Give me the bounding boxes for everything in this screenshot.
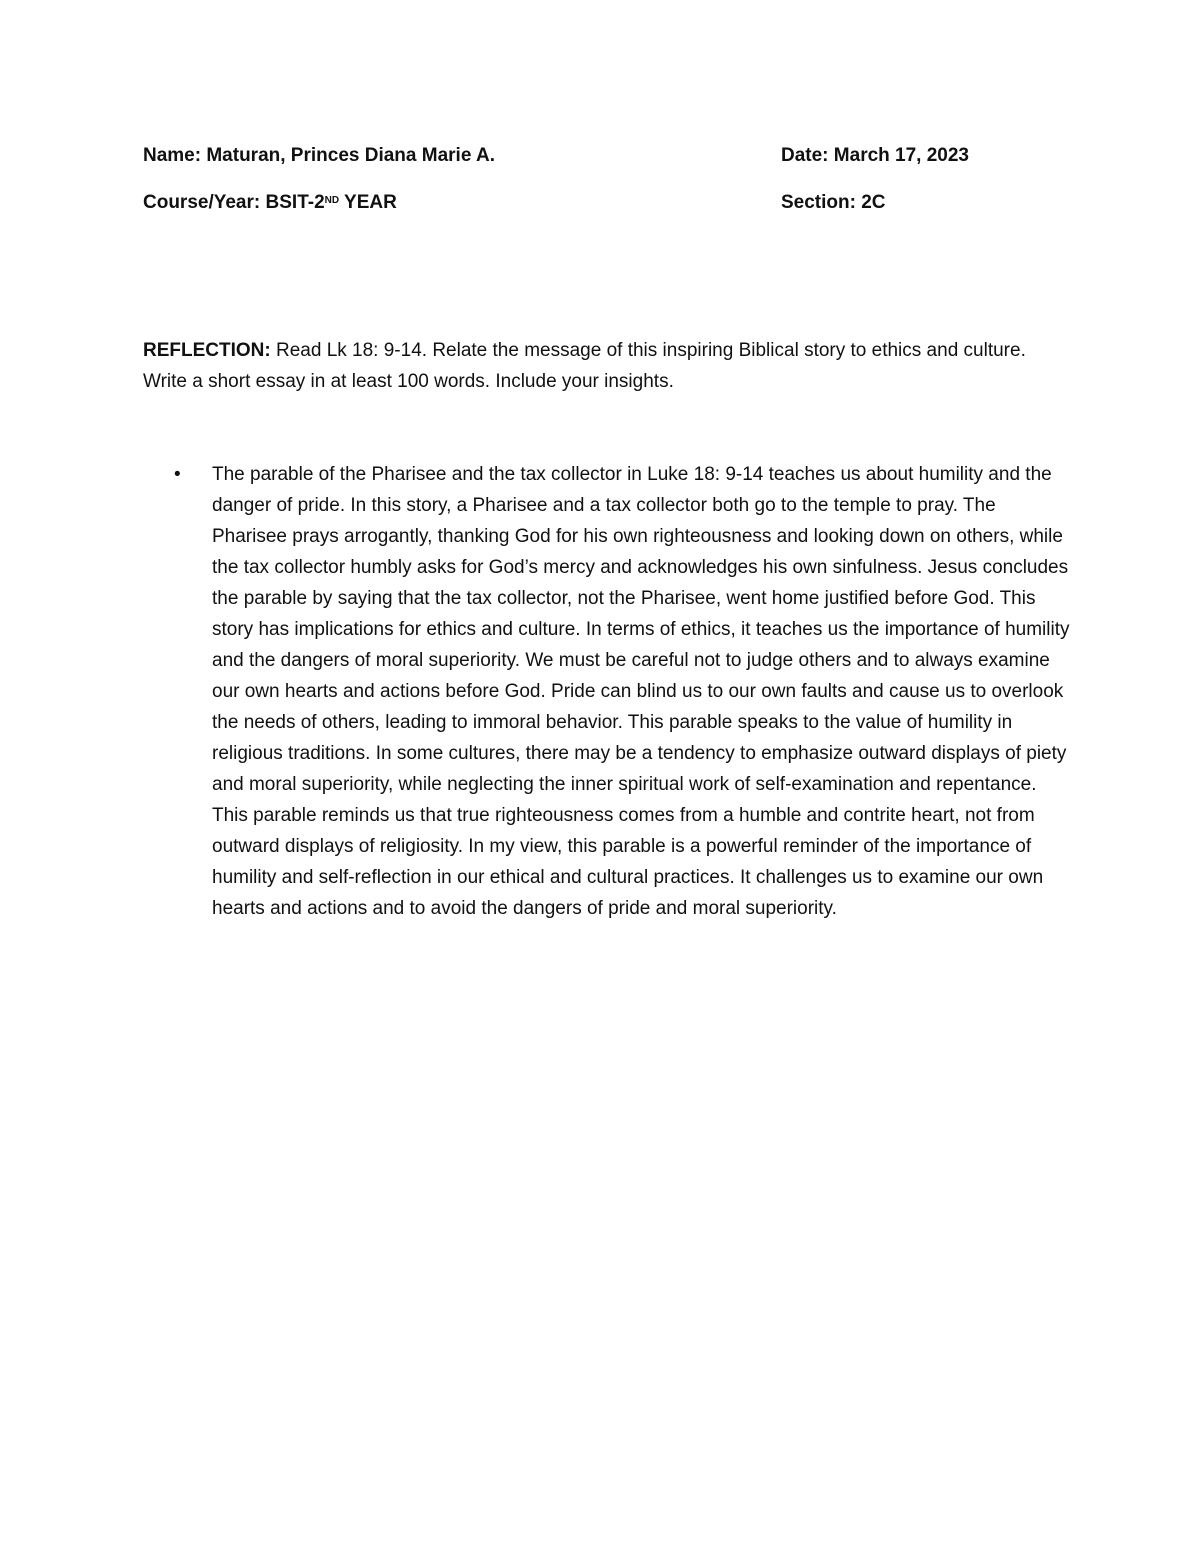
section-label: Section:: [781, 192, 856, 213]
name-field: [143, 144, 495, 168]
name-value: Maturan, Princes Diana Marie A.: [206, 145, 495, 166]
list-item: [143, 459, 1073, 924]
essay-bullet-list: [143, 459, 1073, 924]
bullet-icon: •: [174, 464, 181, 485]
course-value-prefix: BSIT-2: [265, 192, 325, 213]
date-field: [781, 144, 969, 168]
essay-paragraph: The parable of the Pharisee and the tax collector in Luke 18: 9-14 teaches us about humility and the danger of pride. In this story, a Pharisee and a tax collector both go to the temple to pray. The Pharisee prays arrogantly, thanking God for his own righteousness and looking down on others, while the tax collector humbly asks for God’s mercy and acknowledges his own sinfulness. Jesus concludes the parable by saying that the tax collector, not the Pharisee, went home justified before God. This story has implications for ethics and culture. In terms of ethics, it teaches us the importance of humility and the dangers of moral superiority. We must be careful not to judge others and to always examine our own hearts and actions before God. Pride can blind us to our own faults and cause us to overlook the needs of others, leading to immoral behavior. This parable speaks to the value of humility in religious traditions. In some cultures, there may be a tendency to emphasize outward displays of piety and moral superiority, while neglecting the inner spiritual work of self-examination and repentance. This parable reminds us that true righteousness comes from a humble and contrite heart, not from outward displays of religiosity. In my view, this parable is a powerful reminder of the importance of humility and self-reflection in our ethical and cultural practices. It challenges us to examine our own hearts and actions and to avoid the dangers of pride and moral superiority.: [212, 464, 1070, 919]
name-label: Name:: [143, 145, 202, 166]
section-value: 2C: [861, 192, 886, 213]
course-value-superscript: ND: [324, 195, 340, 206]
course-field: [143, 191, 397, 215]
course-label: Course/Year:: [143, 192, 261, 213]
date-value: March 17, 2023: [833, 145, 969, 166]
reflection-label: REFLECTION:: [143, 340, 271, 361]
date-label: Date:: [781, 145, 829, 166]
reflection-instructions: Read Lk 18: 9-14. Relate the message of this inspiring Biblical story to ethics and culture. Write a short essay in at least 100 words. Include your insights.: [143, 340, 1026, 392]
course-value-suffix: YEAR: [344, 192, 397, 213]
reflection-prompt: [143, 335, 1063, 397]
section-field: [781, 191, 886, 215]
